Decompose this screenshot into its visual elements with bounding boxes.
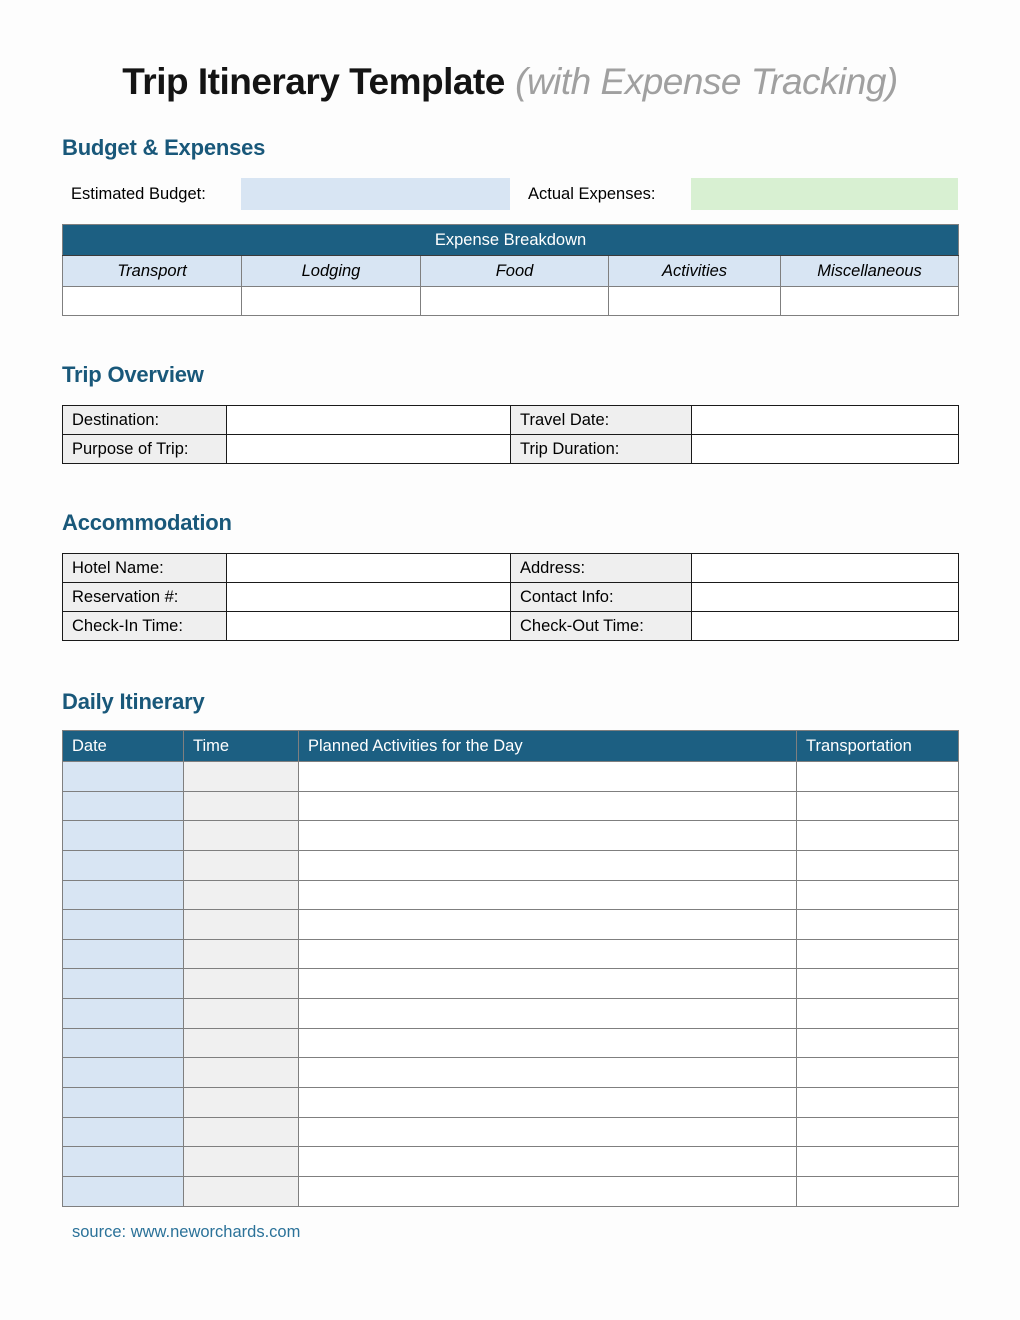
itinerary-cell-activities[interactable] [299, 1058, 797, 1088]
itinerary-row [63, 1147, 959, 1177]
itinerary-cell-date[interactable] [63, 1176, 184, 1206]
expense-value-row [63, 287, 959, 316]
check-out-time-label: Check-Out Time: [511, 612, 692, 641]
itinerary-row [63, 880, 959, 910]
itinerary-cell-transportation[interactable] [797, 1117, 959, 1147]
itinerary-row [63, 821, 959, 851]
itinerary-cell-time[interactable] [184, 1147, 299, 1177]
itinerary-cell-date[interactable] [63, 762, 184, 792]
itinerary-cell-transportation[interactable] [797, 1147, 959, 1177]
destination-label: Destination: [63, 406, 227, 435]
itinerary-cell-time[interactable] [184, 910, 299, 940]
expense-table-title: Expense Breakdown [63, 225, 959, 256]
table-row [63, 435, 959, 464]
itinerary-cell-transportation[interactable] [797, 791, 959, 821]
page-title: Trip Itinerary Template [122, 61, 505, 102]
expense-value-transport[interactable] [63, 287, 242, 316]
accommodation-table [62, 553, 959, 641]
estimated-budget-field[interactable] [241, 178, 510, 210]
itinerary-cell-transportation[interactable] [797, 999, 959, 1029]
itinerary-cell-transportation[interactable] [797, 1176, 959, 1206]
check-in-time-label: Check-In Time: [63, 612, 227, 641]
itinerary-cell-date[interactable] [63, 939, 184, 969]
itinerary-cell-time[interactable] [184, 791, 299, 821]
expense-value-lodging[interactable] [242, 287, 421, 316]
itinerary-cell-transportation[interactable] [797, 939, 959, 969]
trip-duration-label: Trip Duration: [511, 435, 692, 464]
table-row [63, 406, 959, 435]
itinerary-cell-time[interactable] [184, 821, 299, 851]
itinerary-cell-activities[interactable] [299, 1176, 797, 1206]
itinerary-row [63, 910, 959, 940]
itinerary-cell-transportation[interactable] [797, 850, 959, 880]
itinerary-cell-activities[interactable] [299, 1117, 797, 1147]
itinerary-cell-date[interactable] [63, 821, 184, 851]
expense-col-miscellaneous: Miscellaneous [781, 256, 959, 287]
itinerary-row [63, 1088, 959, 1118]
reservation-number-field[interactable] [227, 583, 511, 612]
itinerary-row [63, 999, 959, 1029]
itinerary-cell-date[interactable] [63, 1088, 184, 1118]
itinerary-cell-activities[interactable] [299, 999, 797, 1029]
itinerary-cell-date[interactable] [63, 791, 184, 821]
table-row [63, 554, 959, 583]
itinerary-cell-transportation[interactable] [797, 1058, 959, 1088]
actual-expenses-field[interactable] [691, 178, 958, 210]
expense-value-miscellaneous[interactable] [781, 287, 959, 316]
expense-col-food: Food [421, 256, 609, 287]
travel-date-label: Travel Date: [511, 406, 692, 435]
estimated-budget-label: Estimated Budget: [71, 184, 206, 203]
check-out-time-field[interactable] [692, 612, 959, 641]
expense-value-activities[interactable] [609, 287, 781, 316]
itinerary-cell-date[interactable] [63, 910, 184, 940]
expense-col-lodging: Lodging [242, 256, 421, 287]
expense-breakdown-table [62, 224, 959, 316]
itinerary-cell-time[interactable] [184, 1058, 299, 1088]
itinerary-cell-activities[interactable] [299, 939, 797, 969]
purpose-of-trip-label: Purpose of Trip: [63, 435, 227, 464]
itinerary-row [63, 1028, 959, 1058]
itinerary-cell-activities[interactable] [299, 969, 797, 999]
contact-info-field[interactable] [692, 583, 959, 612]
itinerary-cell-time[interactable] [184, 969, 299, 999]
source-line [62, 1223, 958, 1242]
itinerary-cell-transportation[interactable] [797, 1028, 959, 1058]
itinerary-col-time: Time [184, 731, 299, 762]
budget-row [62, 178, 958, 210]
itinerary-cell-activities[interactable] [299, 850, 797, 880]
itinerary-row [63, 791, 959, 821]
reservation-number-label: Reservation #: [63, 583, 227, 612]
hotel-name-field[interactable] [227, 554, 511, 583]
table-row [63, 612, 959, 641]
itinerary-cell-time[interactable] [184, 939, 299, 969]
itinerary-col-date: Date [63, 731, 184, 762]
itinerary-cell-date[interactable] [63, 1028, 184, 1058]
itinerary-cell-activities[interactable] [299, 1088, 797, 1118]
actual-expenses-label: Actual Expenses: [528, 184, 656, 203]
trip-duration-field[interactable] [692, 435, 959, 464]
daily-itinerary-table [62, 730, 959, 1207]
itinerary-cell-activities[interactable] [299, 880, 797, 910]
itinerary-cell-date[interactable] [63, 999, 184, 1029]
itinerary-cell-transportation[interactable] [797, 969, 959, 999]
itinerary-cell-time[interactable] [184, 762, 299, 792]
trip-overview-table [62, 405, 959, 464]
accommodation-heading: Accommodation [62, 510, 232, 535]
itinerary-row [63, 1117, 959, 1147]
page-title-row [62, 0, 958, 104]
hotel-name-label: Hotel Name: [63, 554, 227, 583]
itinerary-cell-time[interactable] [184, 850, 299, 880]
daily-itinerary-heading: Daily Itinerary [62, 689, 205, 714]
itinerary-cell-time[interactable] [184, 1176, 299, 1206]
itinerary-cell-transportation[interactable] [797, 910, 959, 940]
check-in-time-field[interactable] [227, 612, 511, 641]
budget-section-heading: Budget & Expenses [62, 135, 266, 160]
itinerary-cell-date[interactable] [63, 1117, 184, 1147]
itinerary-cell-transportation[interactable] [797, 1088, 959, 1118]
expense-col-transport: Transport [63, 256, 242, 287]
page-subtitle: (with Expense Tracking) [515, 61, 898, 102]
source-link[interactable]: source: www.neworchards.com [72, 1222, 301, 1241]
itinerary-header-row [63, 731, 959, 762]
itinerary-col-transportation: Transportation [797, 731, 959, 762]
itinerary-row [63, 1176, 959, 1206]
itinerary-cell-transportation[interactable] [797, 880, 959, 910]
itinerary-cell-date[interactable] [63, 1147, 184, 1177]
expense-header-row [63, 256, 959, 287]
itinerary-cell-date[interactable] [63, 1058, 184, 1088]
itinerary-cell-time[interactable] [184, 1117, 299, 1147]
expense-title-row [63, 225, 959, 256]
contact-info-label: Contact Info: [511, 583, 692, 612]
itinerary-cell-time[interactable] [184, 1088, 299, 1118]
trip-overview-heading: Trip Overview [62, 362, 204, 387]
itinerary-cell-activities[interactable] [299, 1028, 797, 1058]
itinerary-row [63, 762, 959, 792]
itinerary-cell-activities[interactable] [299, 762, 797, 792]
purpose-of-trip-field[interactable] [227, 435, 511, 464]
itinerary-cell-activities[interactable] [299, 910, 797, 940]
itinerary-cell-transportation[interactable] [797, 762, 959, 792]
itinerary-cell-date[interactable] [63, 880, 184, 910]
itinerary-cell-time[interactable] [184, 999, 299, 1029]
itinerary-cell-time[interactable] [184, 880, 299, 910]
itinerary-cell-transportation[interactable] [797, 821, 959, 851]
itinerary-body [63, 762, 959, 1207]
destination-field[interactable] [227, 406, 511, 435]
itinerary-cell-date[interactable] [63, 969, 184, 999]
expense-col-activities: Activities [609, 256, 781, 287]
itinerary-cell-activities[interactable] [299, 821, 797, 851]
itinerary-row [63, 939, 959, 969]
address-label: Address: [511, 554, 692, 583]
travel-date-field[interactable] [692, 406, 959, 435]
itinerary-row [63, 850, 959, 880]
itinerary-cell-activities[interactable] [299, 791, 797, 821]
expense-value-food[interactable] [421, 287, 609, 316]
itinerary-cell-date[interactable] [63, 850, 184, 880]
table-row [63, 583, 959, 612]
itinerary-row [63, 969, 959, 999]
itinerary-col-activities: Planned Activities for the Day [299, 731, 797, 762]
itinerary-cell-activities[interactable] [299, 1147, 797, 1177]
itinerary-row [63, 1058, 959, 1088]
itinerary-cell-time[interactable] [184, 1028, 299, 1058]
address-field[interactable] [692, 554, 959, 583]
